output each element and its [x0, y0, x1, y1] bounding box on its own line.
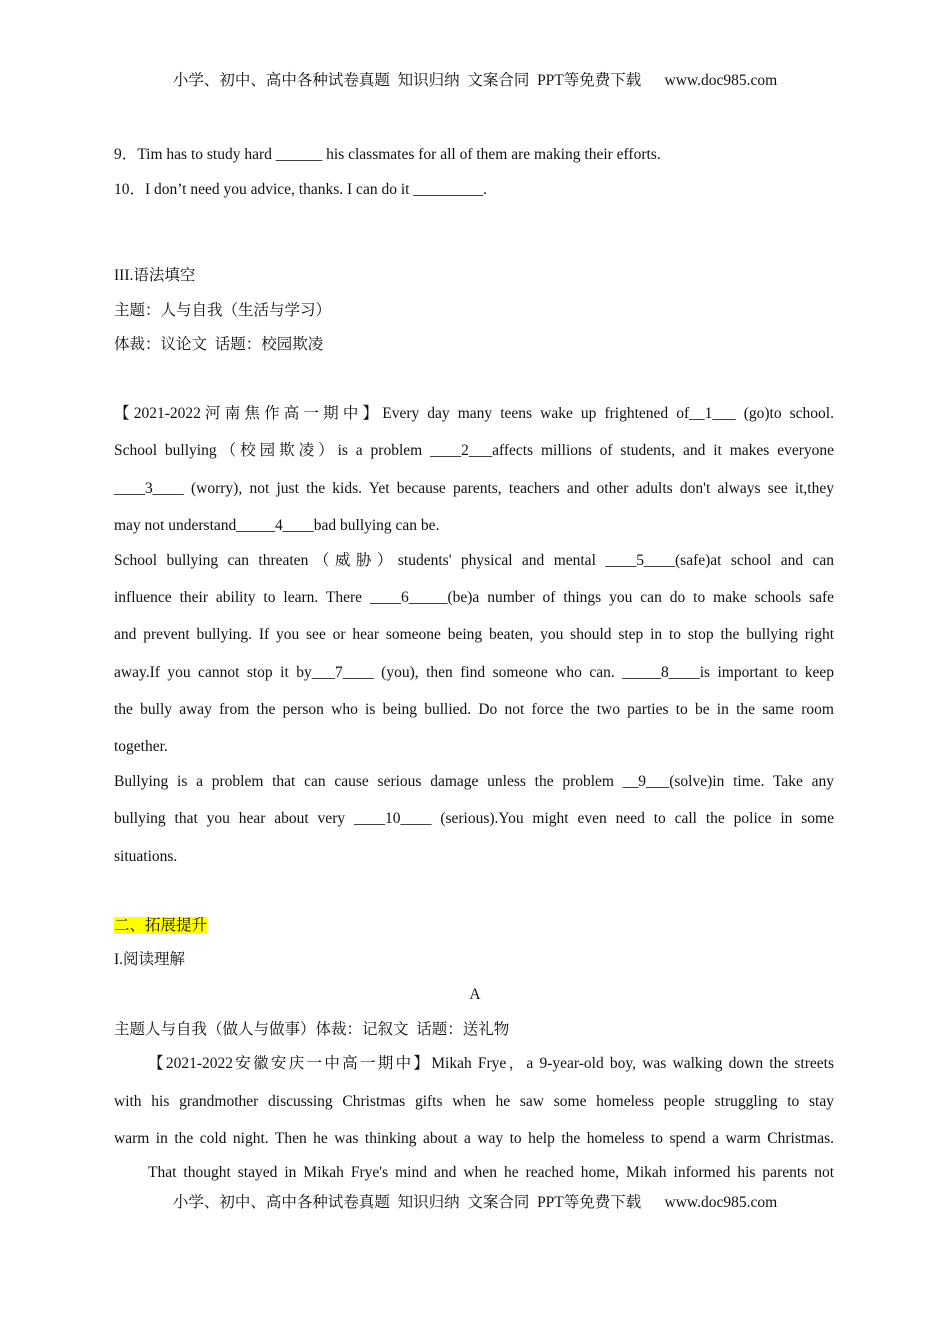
passage-line: situations.: [114, 848, 178, 865]
part-label: A: [469, 986, 481, 1003]
page-footer: 小学、初中、高中各种试卷真题 知识归纳 文案合同 PPT等免费下载 www.doc985.com: [172, 1194, 778, 1211]
reading-line: 【2021-2022安徽安庆一中高一期中】Mikah Frye，a 9-year-old boy, was walking down the streets: [148, 1055, 834, 1072]
section-theme: 主题：人与自我（生活与学习）: [114, 302, 332, 319]
passage-line: and prevent bullying. If you see or hear someone being beaten, you should step in to stop the bullying right: [114, 626, 834, 643]
reading-line: That thought stayed in Mikah Frye's mind and when he reached home, Mikah informed his parents not: [148, 1164, 834, 1181]
reading-line: warm in the cold night. Then he was thinking about a way to help the homeless to spend a warm Christmas.: [114, 1130, 834, 1147]
page-header: 小学、初中、高中各种试卷真题 知识归纳 文案合同 PPT等免费下载 www.doc985.com: [172, 72, 778, 89]
passage-line: School bullying can threaten（威胁）students' physical and mental ____5____(safe)at school and can: [114, 552, 834, 569]
passage-line: the bully away from the person who is being bullied. Do not force the two parties to be in the same room: [114, 701, 834, 718]
section-genre: 体裁：议论文 话题：校园欺凌: [114, 336, 324, 353]
passage-line: ____3____ (worry), not just the kids. Yet because parents, teachers and other adults don't always see it,they: [114, 480, 834, 497]
question-9: 9．Tim has to study hard ______ his classmates for all of them are making their efforts.: [114, 146, 661, 163]
passage-line: together.: [114, 738, 168, 755]
passage-line: Bullying is a problem that can cause serious damage unless the problem __9___(solve)in time. Take any: [114, 773, 834, 790]
section-title-grammar: III.语法填空: [114, 267, 196, 284]
passage-line: School bullying（校园欺凌）is a problem ____2___affects millions of students, and it makes everyone: [114, 442, 834, 459]
section-subtitle-reading: I.阅读理解: [114, 951, 186, 968]
reading-line: with his grandmother discussing Christmas gifts when he saw some homeless people struggling to stay: [114, 1093, 834, 1110]
passage-line: influence their ability to learn. There ____6_____(be)a number of things you can do to make schools safe: [114, 589, 834, 606]
passage-line: away.If you cannot stop it by___7____ (you), then find someone who can. _____8____is important to keep: [114, 664, 834, 681]
passage-line: 【2021-2022河南焦作高一期中】Every day many teens wake up frightened of__1___ (go)to school.: [114, 405, 834, 422]
passage-line: may not understand_____4____bad bullying can be.: [114, 517, 440, 534]
reading-theme: 主题人与自我（做人与做事）体裁：记叙文 话题：送礼物: [114, 1021, 510, 1038]
passage-line: bullying that you hear about very ____10____ (serious).You might even need to call the police in some: [114, 810, 834, 827]
section-title-extension: 二、拓展提升: [114, 917, 208, 934]
question-10: 10．I don’t need you advice, thanks. I can do it _________.: [114, 181, 487, 198]
